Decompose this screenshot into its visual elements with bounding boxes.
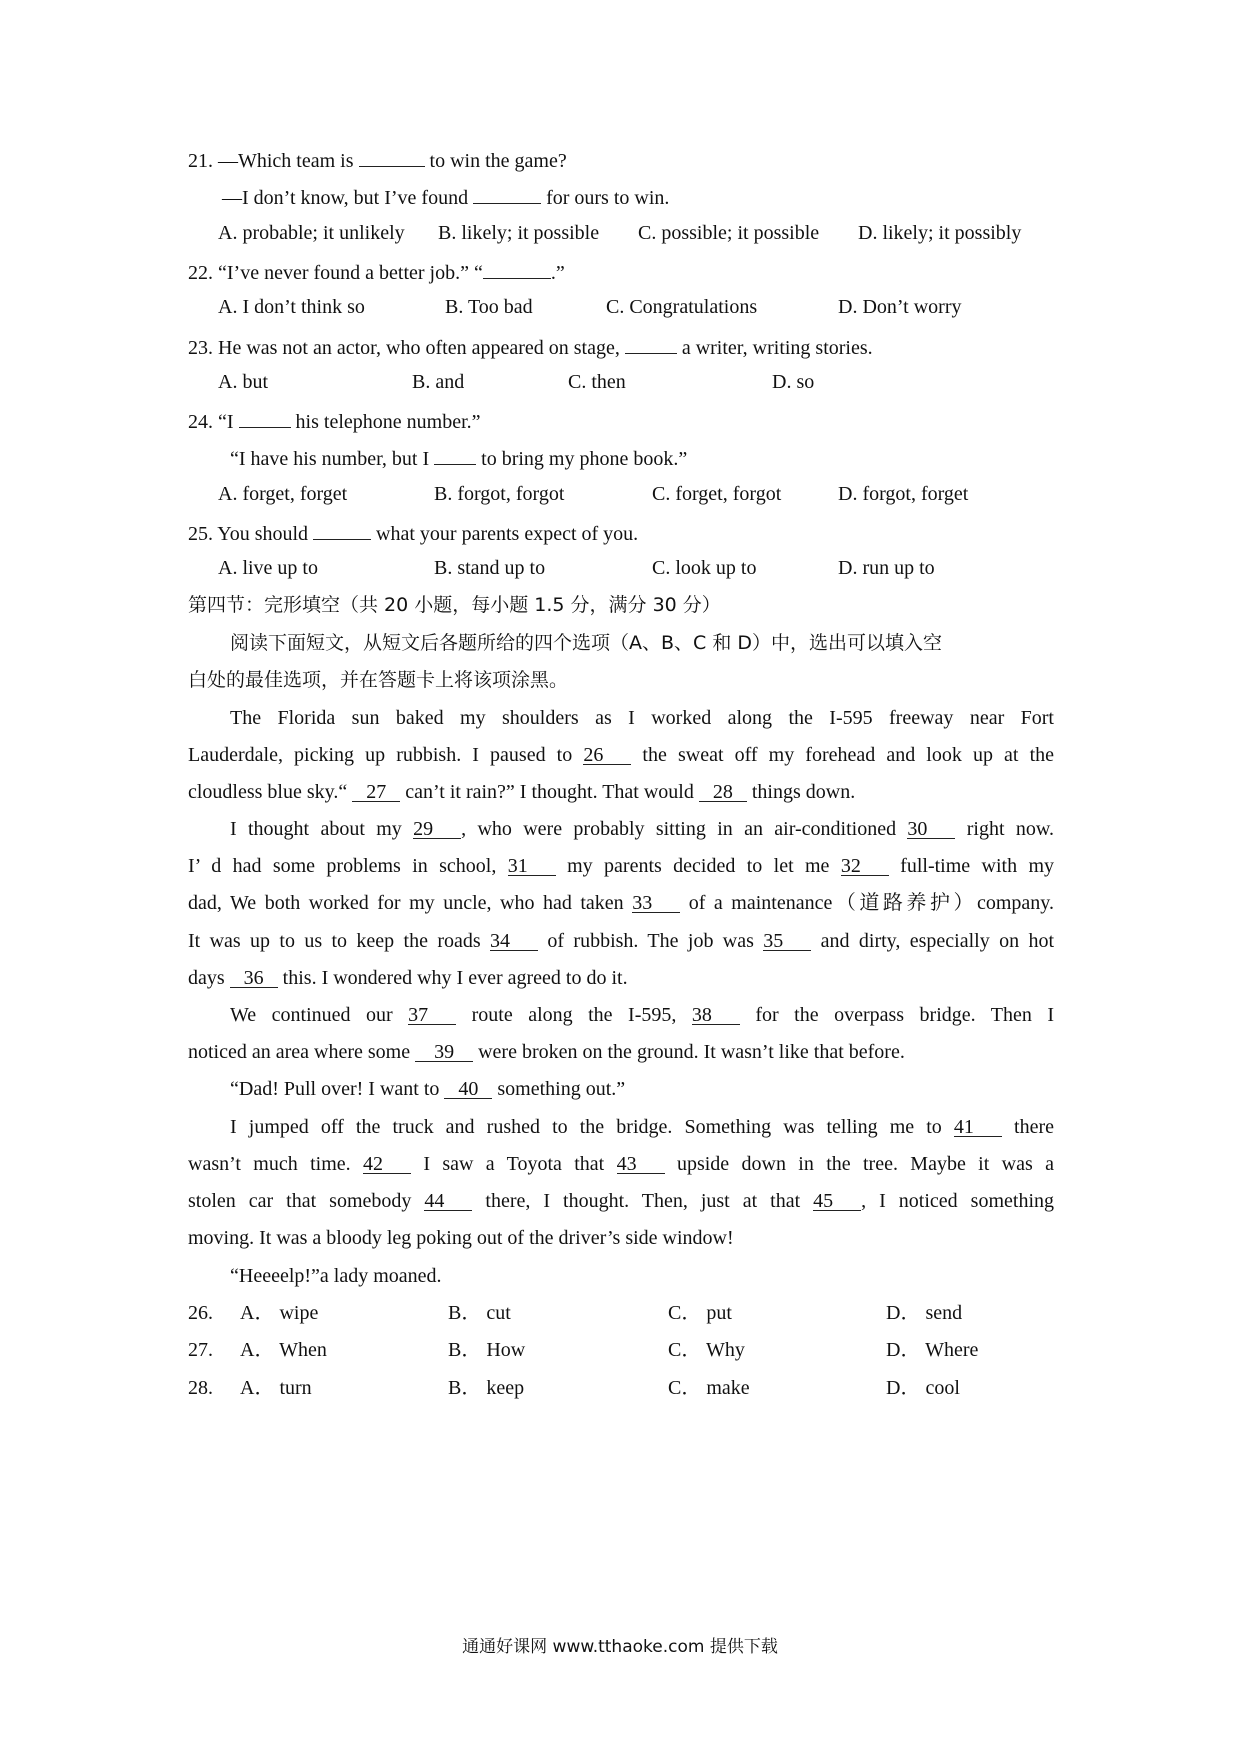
blank [313, 519, 371, 540]
blank-28: 28 [699, 781, 747, 802]
q21-option-b: B. likely; it possible [438, 222, 600, 244]
option-b: B． How [448, 1339, 526, 1361]
blank-33: 33 [632, 892, 680, 913]
passage-line: noticed an area where some 39 were broken on the ground. It wasn’t like that before. [188, 1041, 905, 1063]
blank-35: 35 [763, 930, 811, 951]
passage-line: It was up to us to keep the roads 34 of rubbish. The job was 35 and dirty, especially on hot [188, 930, 1054, 952]
q23-option-d: D. so [772, 371, 815, 393]
q25-stem: 25. You should what your parents expect of you. [188, 519, 638, 546]
section-instructions-2: 白处的最佳选项，并在答题卡上将该项涂黑。 [188, 669, 569, 691]
passage-line: cloudless blue sky.“ 27 can’t it rain?” I thought. That would 28 things down. [188, 781, 856, 803]
passage-line: I jumped off the truck and rushed to the bridge. Something was telling me to 41 there [230, 1116, 1054, 1138]
blank [359, 146, 425, 167]
q21-stem: 21. —Which team is to win the game? [188, 146, 567, 173]
blank-29: 29 [413, 818, 461, 839]
passage-line: I’ d had some problems in school, 31 my parents decided to let me 32 full-time with my [188, 855, 1055, 877]
q21-option-c: C. possible; it possible [638, 222, 820, 244]
section-title: 第四节：完形填空（共 20 小题，每小题 1.5 分，满分 30 分） [188, 594, 721, 616]
question-number: 27. [188, 1339, 213, 1361]
blank-39: 39 [415, 1041, 473, 1062]
q22-option-d: D. Don’t worry [838, 296, 962, 318]
blank-45: 45 [813, 1190, 861, 1211]
passage-line: We continued our 37 route along the I-595, 38 for the overpass bridge. Then I [230, 1004, 1054, 1026]
question-number: 26. [188, 1302, 213, 1324]
q22-option-b: B. Too bad [445, 296, 533, 318]
option-a: A． When [240, 1339, 327, 1361]
q22-option-a: A. I don’t think so [218, 296, 365, 318]
blank-32: 32 [841, 855, 889, 876]
q22-stem: 22. “I’ve never found a better job.” “ .” [188, 258, 565, 285]
question-number: 28. [188, 1377, 213, 1399]
q23-option-c: C. then [568, 371, 626, 393]
option-d: D． Where [886, 1339, 979, 1361]
blank-36: 36 [230, 967, 278, 988]
q21-stem-2: —I don’t know, but I’ve found for ours to win. [222, 183, 669, 210]
blank [473, 183, 541, 204]
blank-44: 44 [424, 1190, 472, 1211]
page-footer [0, 1632, 1240, 1657]
q21-option-a: A. probable; it unlikely [218, 222, 405, 244]
q24-option-c: C. forget, forgot [652, 483, 782, 505]
blank-34: 34 [490, 930, 538, 951]
option-d: D． send [886, 1302, 963, 1324]
passage-line: days 36 this. I wondered why I ever agreed to do it. [188, 967, 628, 989]
q24-stem: 24. “I his telephone number.” [188, 407, 481, 434]
blank-31: 31 [508, 855, 556, 876]
q25-option-b: B. stand up to [434, 557, 546, 579]
blank-27: 27 [352, 781, 400, 802]
passage-line: stolen car that somebody 44 there, I thought. Then, just at that 45 , I noticed something [188, 1190, 1055, 1212]
footer-text: 通通好课网 www.tthaoke.com 提供下载 [462, 1637, 778, 1657]
blank-26: 26 [583, 744, 631, 765]
blank [483, 258, 551, 279]
option-a: A． wipe [240, 1302, 319, 1324]
q25-option-a: A. live up to [218, 557, 318, 579]
blank [239, 407, 291, 428]
passage-line: I thought about my 29 , who were probably sitting in an air-conditioned 30 right now. [230, 818, 1054, 840]
passage-line: “Heeeelp!”a lady moaned. [230, 1265, 442, 1287]
passage-line: Lauderdale, picking up rubbish. I paused to 26 the sweat off my forehead and look up at the [188, 744, 1055, 766]
option-a: A． turn [240, 1377, 312, 1399]
option-d: D． cool [886, 1377, 960, 1399]
blank-42: 42 [363, 1153, 411, 1174]
passage-line: The Florida sun baked my shoulders as I worked along the I-595 freeway near Fort [230, 707, 1054, 729]
q24-option-b: B. forgot, forgot [434, 483, 565, 505]
blank-30: 30 [907, 818, 955, 839]
q25-option-d: D. run up to [838, 557, 935, 579]
q23-option-a: A. but [218, 371, 268, 393]
blank [625, 333, 677, 354]
q24-stem-2: “I have his number, but I to bring my phone book.” [230, 444, 687, 471]
blank [434, 444, 476, 465]
q21-option-d: D. likely; it possibly [858, 222, 1022, 244]
q24-option-d: D. forgot, forget [838, 483, 969, 505]
passage-line: “Dad! Pull over! I want to 40 something out.” [230, 1078, 626, 1100]
q24-option-a: A. forget, forget [218, 483, 348, 505]
option-c: C． put [668, 1302, 732, 1324]
passage-line: moving. It was a bloody leg poking out of the driver’s side window! [188, 1227, 734, 1249]
q22-option-c: C. Congratulations [606, 296, 758, 318]
passage-line: wasn’t much time. 42 I saw a Toyota that 43 upside down in the tree. Maybe it was a [188, 1153, 1054, 1175]
q23-option-b: B. and [412, 371, 465, 393]
option-c: C． Why [668, 1339, 745, 1361]
option-b: B． cut [448, 1302, 511, 1324]
passage-line: dad, We both worked for my uncle, who had taken 33 of a maintenance（道路养护）company. [188, 892, 1054, 914]
q25-option-c: C. look up to [652, 557, 757, 579]
section-instructions-1: 阅读下面短文，从短文后各题所给的四个选项（A、B、C 和 D）中，选出可以填入空 [230, 632, 943, 654]
option-b: B． keep [448, 1377, 525, 1399]
blank-40: 40 [444, 1078, 492, 1099]
blank-38: 38 [692, 1004, 740, 1025]
blank-43: 43 [617, 1153, 665, 1174]
blank-37: 37 [408, 1004, 456, 1025]
blank-41: 41 [954, 1116, 1002, 1137]
option-c: C． make [668, 1377, 750, 1399]
q23-stem: 23. He was not an actor, who often appeared on stage, a writer, writing stories. [188, 333, 873, 360]
